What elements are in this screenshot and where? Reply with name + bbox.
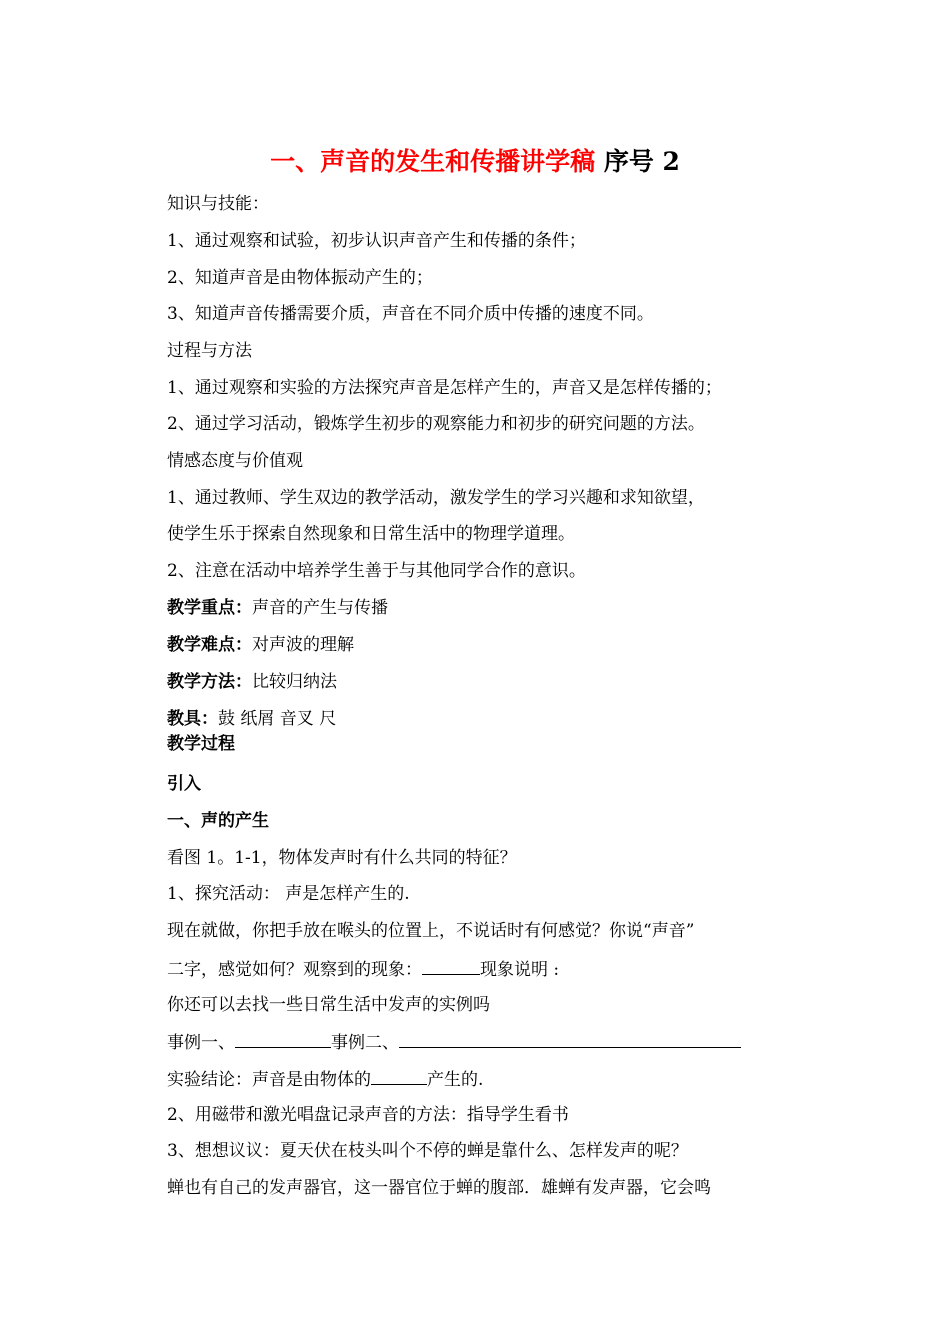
title-number: 序号 2 bbox=[603, 147, 680, 176]
observation-blank[interactable] bbox=[422, 957, 480, 975]
objectives-attitude-heading: 情感态度与价值观 bbox=[167, 451, 303, 471]
intro-heading: 引入 bbox=[167, 774, 201, 794]
objective-line: 1、通过观察和试验，初步认识声音产生和传播的条件； bbox=[167, 231, 586, 251]
teaching-difficulty-label: 教学难点： bbox=[167, 635, 252, 655]
body-line: 3、想想议议：夏天伏在枝头叫个不停的蝉是靠什么、怎样发声的呢？ bbox=[167, 1141, 688, 1161]
objective-line: 1、通过教师、学生双边的教学活动，激发学生的学习兴趣和求知欲望， bbox=[167, 488, 705, 508]
body-line: 蝉也有自己的发声器官，这一器官位于蝉的腹部．雄蝉有发声器，它会鸣 bbox=[167, 1178, 711, 1198]
conclusion-suffix: 产生的. bbox=[427, 1070, 484, 1090]
teaching-process-heading: 教学过程 bbox=[167, 734, 235, 754]
teaching-tools-value: 鼓 纸屑 音叉 尺 bbox=[218, 709, 337, 729]
conclusion-line bbox=[167, 1067, 483, 1091]
teaching-focus-value: 声音的产生与传播 bbox=[252, 598, 388, 618]
objective-line: 2、知道声音是由物体振动产生的； bbox=[167, 268, 433, 288]
teaching-difficulty bbox=[167, 634, 354, 656]
teaching-method bbox=[167, 671, 337, 693]
objective-line: 2、通过学习活动，锻炼学生初步的观察能力和初步的研究问题的方法。 bbox=[167, 414, 705, 434]
observation-line bbox=[167, 957, 559, 981]
objective-line: 1、通过观察和实验的方法探究声音是怎样产生的，声音又是怎样传播的； bbox=[167, 378, 722, 398]
example-one-blank[interactable] bbox=[235, 1030, 331, 1048]
teaching-method-value: 比较归纳法 bbox=[252, 672, 337, 692]
example-two-blank[interactable] bbox=[399, 1030, 741, 1048]
teaching-tools-label: 教具： bbox=[167, 709, 218, 729]
body-line: 你还可以去找一些日常生活中发声的实例吗 bbox=[167, 995, 490, 1015]
body-line: 现在就做，你把手放在喉头的位置上，不说话时有何感觉？你说“声音” bbox=[167, 921, 695, 941]
observation-prompt: 二字，感觉如何？观察到的现象： bbox=[167, 960, 422, 980]
title-main: 一、声音的发生和传播讲学稿 bbox=[270, 147, 596, 176]
body-line: 2、用磁带和激光唱盘记录声音的方法：指导学生看书 bbox=[167, 1105, 569, 1125]
examples-line bbox=[167, 1030, 741, 1054]
teaching-focus-label: 教学重点： bbox=[167, 598, 252, 618]
objective-line: 3、知道声音传播需要介质，声音在不同介质中传播的速度不同。 bbox=[167, 304, 654, 324]
conclusion-blank[interactable] bbox=[371, 1067, 427, 1085]
example-one-label: 事例一、 bbox=[167, 1033, 235, 1053]
objectives-knowledge-heading: 知识与技能： bbox=[167, 194, 269, 214]
teaching-tools bbox=[167, 708, 336, 730]
explanation-prompt: 现象说明 : bbox=[480, 960, 560, 980]
document-title bbox=[0, 146, 950, 178]
body-line: 1、探究活动： 声是怎样产生的. bbox=[167, 884, 410, 904]
objectives-process-heading: 过程与方法 bbox=[167, 341, 252, 361]
conclusion-prompt: 实验结论：声音是由物体的 bbox=[167, 1070, 371, 1090]
example-two-label: 事例二、 bbox=[331, 1033, 399, 1053]
objective-line: 使学生乐于探索自然现象和日常生活中的物理学道理。 bbox=[167, 524, 575, 544]
teaching-difficulty-value: 对声波的理解 bbox=[252, 635, 354, 655]
section-sound-production-heading: 一、声的产生 bbox=[167, 811, 269, 831]
body-line: 看图 1。1-1，物体发声时有什么共同的特征？ bbox=[167, 848, 517, 868]
objective-line: 2、注意在活动中培养学生善于与其他同学合作的意识。 bbox=[167, 561, 586, 581]
teaching-method-label: 教学方法： bbox=[167, 672, 252, 692]
teaching-focus bbox=[167, 597, 388, 619]
